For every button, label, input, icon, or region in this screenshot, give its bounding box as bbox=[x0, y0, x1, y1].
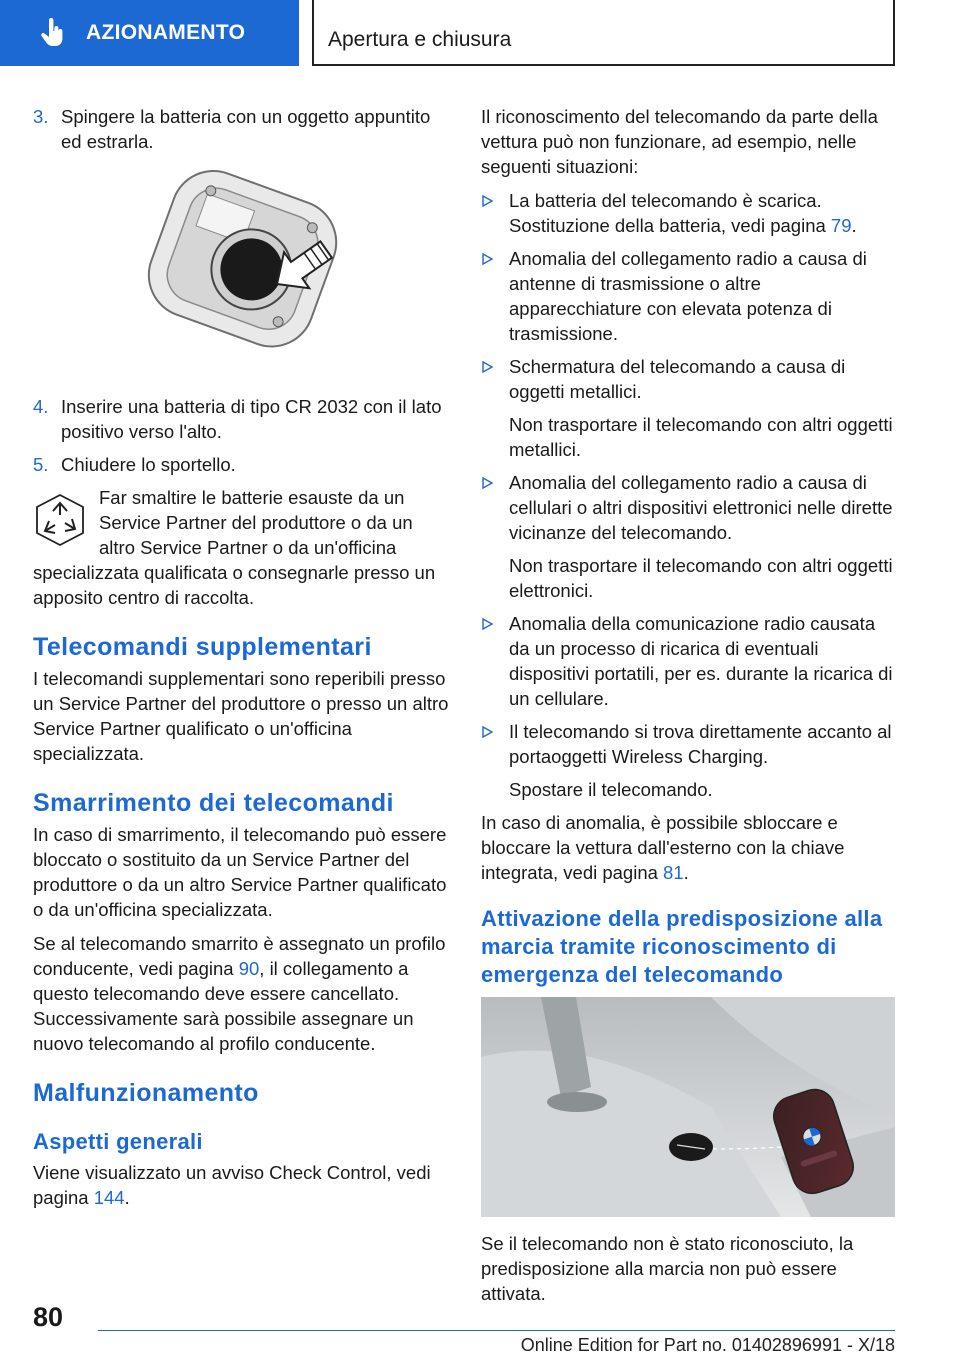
text-part: Se al telecomando smarrito è assegnato un profilo conducente, vedi pagina bbox=[33, 933, 446, 979]
step-text: Spingere la batteria con un oggetto appuntito ed estrarla. bbox=[61, 106, 431, 152]
recycle-note bbox=[33, 485, 451, 610]
triangle-bullet-icon bbox=[482, 726, 493, 738]
header-chapter-box bbox=[312, 0, 895, 66]
para-intro: Il riconoscimento del telecomando da parte della vettura può non funzionare, ad esempio, nelle seguenti situazioni: bbox=[481, 106, 878, 177]
para-smarrimento-1: In caso di smarrimento, il telecomando può essere bloccato o sostituito da un Service Partner del produttore o da un altro Service Partner qualificato o da un'officina specializzata. bbox=[33, 824, 447, 920]
bullet-item bbox=[481, 354, 895, 404]
bullet-item bbox=[481, 470, 895, 545]
text-part: , il collegamento a questo telecomando deve essere cancellato. Successivamente sarà possibile assegnare un nuovo telecomando al profilo conducente. bbox=[33, 958, 414, 1054]
header-section-tab[interactable] bbox=[0, 0, 299, 66]
text-part: . bbox=[851, 215, 857, 236]
bullet-subtext: Non trasportare il telecomando con altri oggetti metallici. bbox=[509, 414, 893, 460]
hand-pointer-icon bbox=[40, 18, 70, 48]
heading-aspetti-generali: Aspetti generali bbox=[33, 1129, 203, 1154]
bullet-subtext: Spostare il telecomando. bbox=[509, 779, 713, 800]
text-part: . bbox=[124, 1187, 130, 1208]
car-interior-photo bbox=[481, 997, 895, 1217]
bullet-text: Schermatura del telecomando a causa di oggetti metallici. bbox=[509, 356, 846, 402]
footer-edition: Online Edition for Part no. 01402896991 - X/18 bbox=[520, 1335, 895, 1355]
step-number: 4. bbox=[33, 396, 49, 417]
heading-malfunzionamento: Malfunzionamento bbox=[33, 1079, 259, 1107]
footer-rule bbox=[98, 1330, 895, 1331]
triangle-bullet-icon bbox=[482, 618, 493, 630]
heading-supplementari: Telecomandi supplementari bbox=[33, 633, 372, 661]
header-section-label: AZIONAMENTO bbox=[86, 21, 246, 44]
step-4 bbox=[33, 394, 451, 444]
triangle-bullet-icon bbox=[482, 195, 493, 207]
recycle-note-text: Far smaltire le batterie esauste da un Service Partner del produttore o da un altro Service Partner o da un'officina specializzata qualificata o consegnarle presso un apposito centro di raccolta. bbox=[33, 487, 436, 608]
recycle-icon bbox=[31, 491, 89, 549]
step-number: 5. bbox=[33, 454, 49, 475]
page-link-79[interactable]: 79 bbox=[830, 215, 852, 236]
step-3 bbox=[33, 104, 451, 154]
bullet-item bbox=[481, 188, 895, 238]
text-part: In caso di anomalia, è possibile sbloccare e bloccare la vettura dall'esterno con la chiave integrata, vedi pagina bbox=[481, 812, 845, 883]
page-link-81[interactable]: 81 bbox=[663, 862, 684, 883]
page-link-144[interactable]: 144 bbox=[93, 1187, 125, 1208]
para-final: Se il telecomando non è stato riconosciuto, la predisposizione alla marcia non può essere attivata. bbox=[481, 1233, 854, 1304]
bullet-text: Anomalia della comunicazione radio causata da un processo di ricarica di eventuali dispositivi portatili, per es. durante la ricarica di un cellulare. bbox=[509, 613, 893, 709]
page-number: 80 bbox=[33, 1302, 64, 1332]
key-battery-illustration bbox=[33, 166, 451, 376]
heading-smarrimento: Smarrimento dei telecomandi bbox=[33, 789, 394, 817]
bullet-text: Il telecomando si trova direttamente accanto al portaoggetti Wireless Charging. bbox=[509, 721, 892, 767]
para-aspetti bbox=[33, 1160, 451, 1210]
bullet-subtext: Non trasportare il telecomando con altri oggetti elettronici. bbox=[509, 555, 893, 601]
text-part: . bbox=[683, 862, 689, 883]
bullet-text: Anomalia del collegamento radio a causa di cellulari o altri dispositivi elettronici nelle dirette vicinanze del telecomando. bbox=[509, 472, 893, 543]
step-number: 3. bbox=[33, 106, 49, 127]
bullet-text: Anomalia del collegamento radio a causa di antenne di trasmissione o altre apparecchiature con elevata potenza di trasmissione. bbox=[509, 248, 867, 344]
para-smarrimento-2 bbox=[33, 931, 451, 1056]
page-link-90[interactable]: 90 bbox=[238, 958, 260, 979]
triangle-bullet-icon bbox=[482, 253, 493, 265]
step-5 bbox=[33, 452, 451, 477]
header-chapter-title: Apertura e chiusura bbox=[328, 28, 512, 51]
step-text: Chiudere lo sportello. bbox=[61, 454, 236, 475]
step-text: Inserire una batteria di tipo CR 2032 con il lato positivo verso l'alto. bbox=[61, 396, 442, 442]
bullet-item bbox=[481, 246, 895, 346]
bullet-item bbox=[481, 611, 895, 711]
text-part: La batteria del telecomando è scarica. Sostituzione della batteria, vedi pagina bbox=[509, 190, 831, 236]
para-supplementari: I telecomandi supplementari sono reperibili presso un Service Partner del produttore o presso un altro Service Partner qualificato o un'officina specializzata. bbox=[33, 668, 449, 764]
text-part: Viene visualizzato un avviso Check Control, vedi pagina bbox=[33, 1162, 431, 1208]
triangle-bullet-icon bbox=[482, 477, 493, 489]
triangle-bullet-icon bbox=[482, 361, 493, 373]
bullet-item bbox=[481, 719, 895, 769]
right-column bbox=[481, 104, 895, 1315]
para-anomalia bbox=[481, 810, 895, 885]
left-column bbox=[33, 104, 451, 1219]
heading-attivazione: Attivazione della predisposizione alla marcia tramite riconoscimento di emergenza del telecomando bbox=[481, 906, 883, 987]
